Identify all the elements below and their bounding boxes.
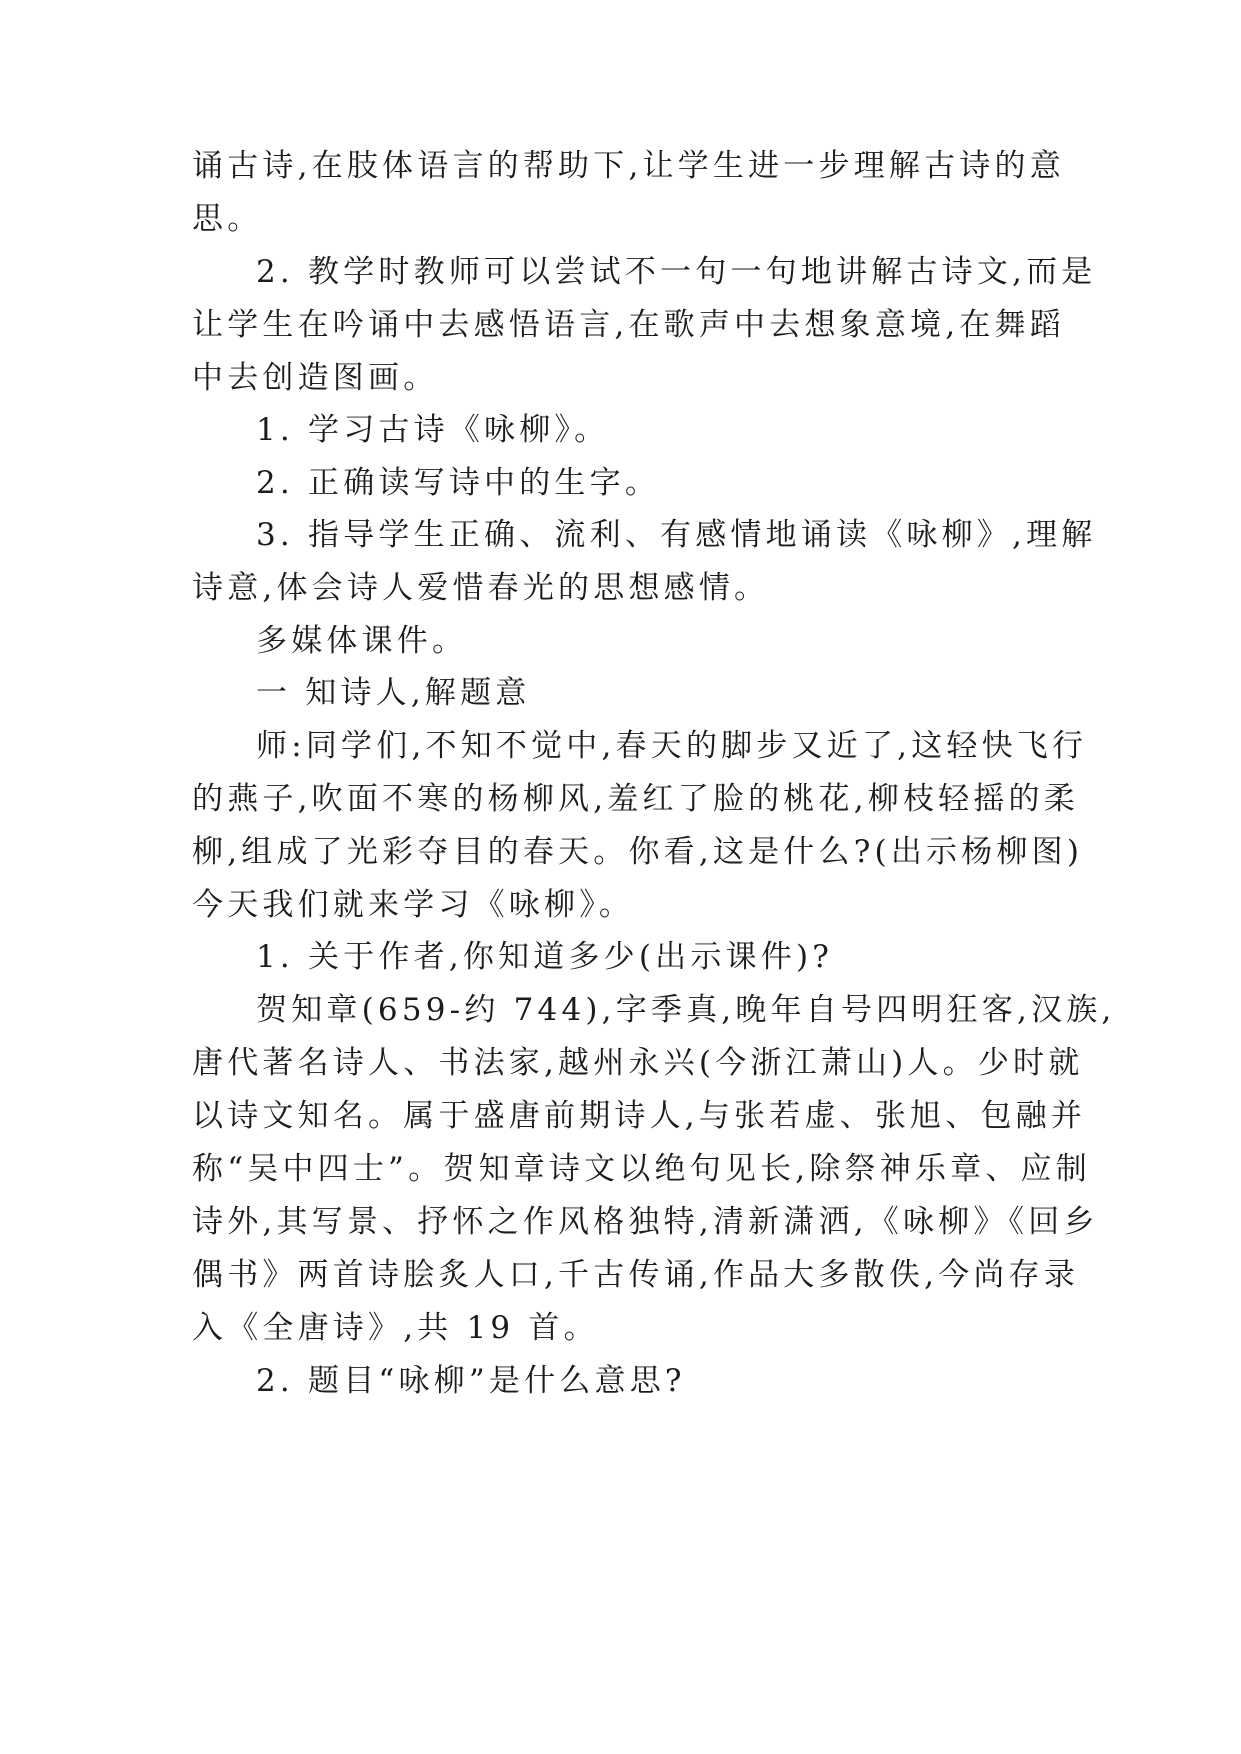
text-line: 思。: [192, 201, 263, 237]
text-line: 入《全唐诗》,共 19 首。: [192, 1310, 599, 1346]
text-line: 多媒体课件。: [256, 623, 468, 659]
text-line: 师:同学们,不知不觉中,春天的脚步又近了,这轻快飞行: [256, 728, 1088, 764]
text-line: 偶书》两首诗脍炙人口,千古传诵,作品大多散佚,今尚存录: [192, 1257, 1079, 1293]
text-line: 3. 指导学生正确、流利、有感情地诵读《咏柳》,理解: [256, 517, 1097, 553]
text-line: 诵古诗,在肢体语言的帮助下,让学生进一步理解古诗的意: [192, 148, 1065, 184]
text-line: 贺知章(659-约 744),字季真,晚年自号四明狂客,汉族,: [256, 992, 1116, 1028]
text-line: 2. 正确读写诗中的生字。: [256, 465, 661, 501]
text-line: 唐代著名诗人、书法家,越州永兴(今浙江萧山)人。少时就: [192, 1045, 1084, 1081]
text-line: 中去创造图画。: [192, 360, 439, 396]
text-line: 今天我们就来学习《咏柳》。: [192, 887, 635, 923]
text-line: 诗意,体会诗人爱惜春光的思想感情。: [192, 570, 770, 606]
text-line: 柳,组成了光彩夺目的春天。你看,这是什么?(出示杨柳图): [192, 834, 1084, 870]
text-line: 的燕子,吹面不寒的杨柳风,羞红了脸的桃花,柳枝轻摇的柔: [192, 781, 1079, 817]
text-line: 称“吴中四士”。贺知章诗文以绝句见长,除祭神乐章、应制: [192, 1151, 1091, 1187]
text-line: 2. 题目“咏柳”是什么意思?: [256, 1363, 686, 1399]
text-line: 以诗文知名。属于盛唐前期诗人,与张若虚、张旭、包融并: [192, 1098, 1087, 1134]
text-line: 2. 教学时教师可以尝试不一句一句地讲解古诗文,而是: [256, 254, 1097, 290]
text-line: 1. 学习古诗《咏柳》。: [256, 412, 610, 448]
text-line: 诗外,其写景、抒怀之作风格独特,清新潇洒,《咏柳》《回乡: [192, 1204, 1099, 1240]
section-heading: 一 知诗人,解题意: [256, 675, 531, 711]
text-line: 让学生在吟诵中去感悟语言,在歌声中去想象意境,在舞蹈: [192, 307, 1065, 343]
text-line: 1. 关于作者,你知道多少(出示课件)?: [256, 939, 834, 975]
